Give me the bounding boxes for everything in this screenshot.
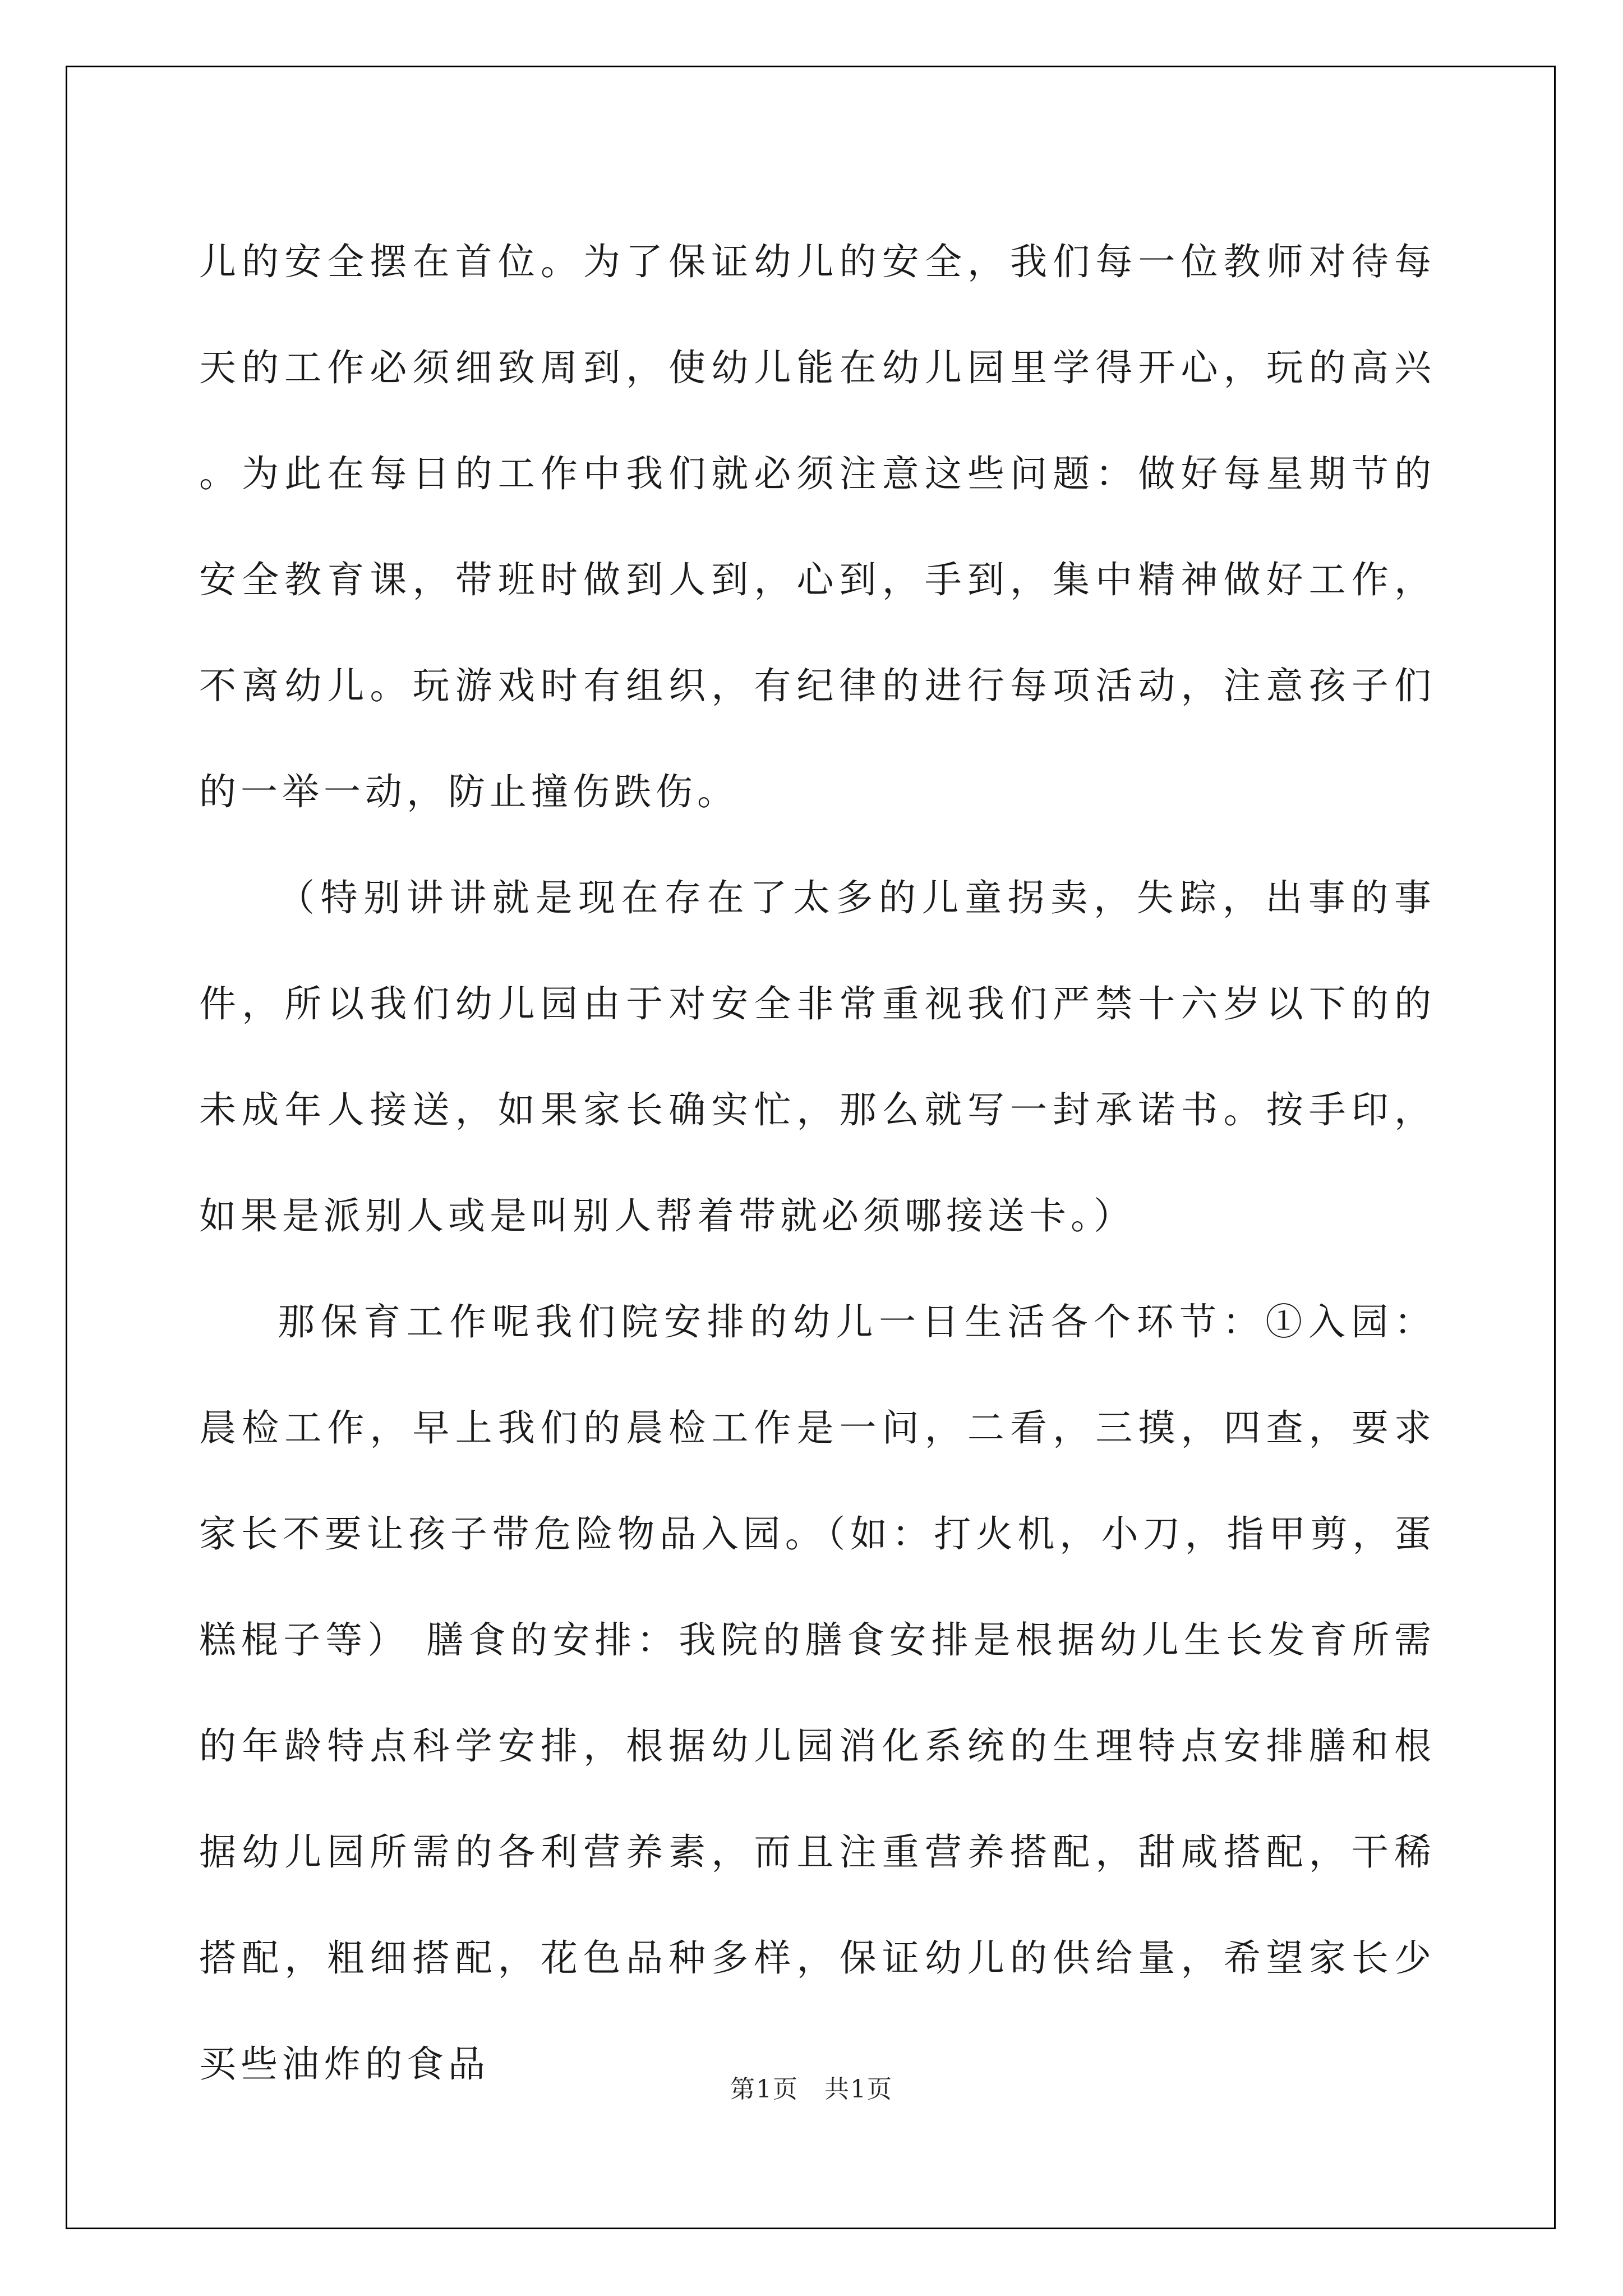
paragraph-2: （特别讲讲就是现在存在了太多的儿童拐卖，失踪，出事的事件，所以我们幼儿园由于对安全非常重视我们严禁十六岁以下的的未成年人接送，如果家长确实忙，那么就写一封承诺书。按手印，如果是派别人或是叫别人帮着带就必须哪接送卡。） — [199, 876, 1436, 1237]
page-total: 共1页 — [824, 2075, 893, 2104]
page-number: 第1页 — [730, 2075, 799, 2104]
paragraph-3: 那保育工作呢我们院安排的幼儿一日生活各个环节：①入园：晨检工作，早上我们的晨检工作是一问，二看，三摸，四查，要求家长不要让孩子带危险物品入园。（如：打火机，小刀，指甲剪，蛋糕棍子等） 膳食的安排：我院的膳食安排是根据幼儿生长发育所需的年龄特点科学安排，根据幼儿园消化系统的生理特点安排膳和根据幼儿园所需的各利营养素，而且注重营养搭配，甜咸搭配，干稀搭配，粗细搭配，花色品种多样，保证幼儿的供给量，希望家长少买些油炸的食品 — [199, 1300, 1436, 2086]
paragraph-1: 儿的安全摆在首位。为了保证幼儿的安全，我们每一位教师对待每天的工作必须细致周到，使幼儿能在幼儿园里学得开心，玩的高兴。为此在每日的工作中我们就必须注意这些问题：做好每星期节的安全教育课，带班时做到人到，心到，手到，集中精神做好工作，不离幼儿。玩游戏时有组织，有纪律的进行每项活动，注意孩子们的一举一动，防止撞伤跌伤。 — [199, 240, 1436, 813]
document-body — [199, 209, 1436, 2117]
page-footer — [0, 2069, 1623, 2105]
